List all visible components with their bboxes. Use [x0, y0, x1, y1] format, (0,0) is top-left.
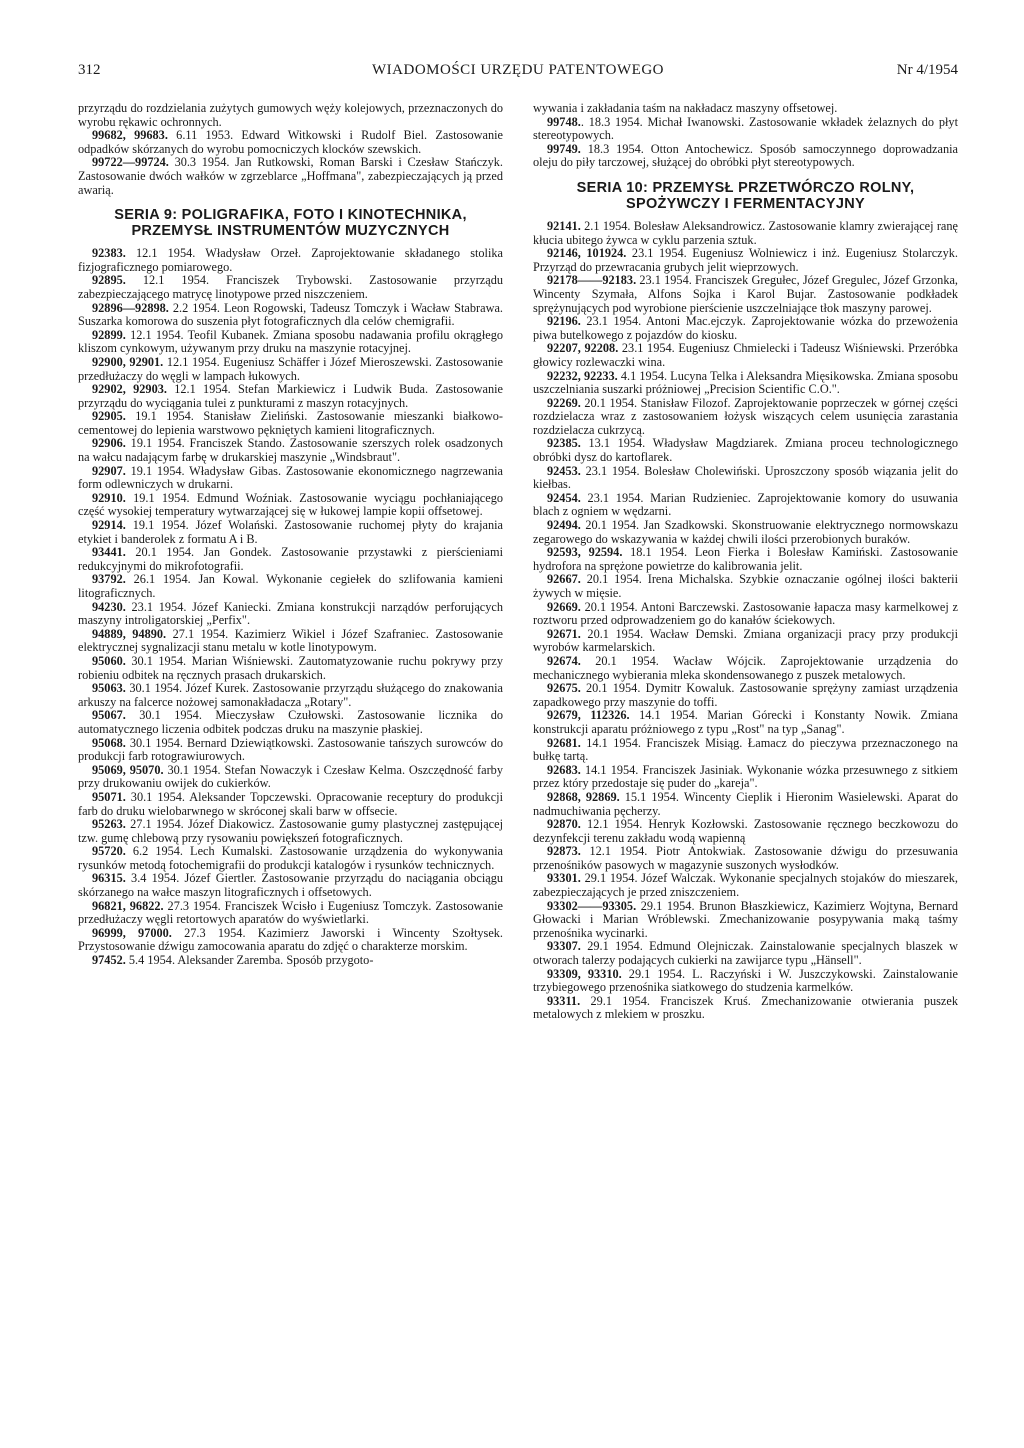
patent-entry [78, 628, 503, 655]
patent-entry [78, 156, 503, 197]
patent-entry [533, 342, 958, 369]
entry-text: 12.1 1954. Franciszek Trybowski. Zastosowanie przyrządu zabezpieczającego matrycę linotypowe przed niszczeniem. [78, 273, 503, 301]
entry-text: 29.1 1954. Edmund Olejniczak. Zainstalowanie specjalnych blaszek w otworach talerzy podających cukierki na zawijarce typu „Hänsell". [533, 939, 958, 968]
entry-text: 20.1 1954. Antoni Barczewski. Zastosowanie łapacza masy karmelkowej z roztworu przed odprowadzeniem go do kanałów ściekowych. [533, 599, 958, 628]
patent-entry [533, 900, 958, 941]
entry-number: 99748. [547, 114, 581, 129]
patent-entry [78, 818, 503, 845]
entry-text: 19.1 1954. Władysław Gibas. Zastosowanie ekonomicznego nagrzewania form odlewniczych w drukarni. [78, 463, 503, 492]
entry-number: 95067. [92, 708, 126, 723]
patent-entry [78, 737, 503, 764]
entry-number: 93441. [92, 545, 126, 560]
entry-text: 30.1 1954. Bernard Dziewiątkowski. Zastosowanie tańszych surowców do produkcji farb rotograwiurowych. [78, 735, 503, 764]
entry-number: 95069, 95070. [92, 762, 164, 777]
patent-entry [78, 247, 503, 274]
entry-text: 12.1 1954. Teofil Kubanek. Zmiana sposobu nadawania profilu okrągłego kliszom cynkowym, używanym przy druku na maszynie rotacyjnej. [78, 327, 503, 356]
patent-entry [533, 845, 958, 872]
journal-page [78, 62, 958, 1022]
entry-text: 23.1 1954. Eugeniusz Chmielecki i Tadeusz Wiśniewski. Przeróbka głowicy rozlewaczki wina. [533, 341, 958, 369]
entry-text: 30.1 1954. Marian Wiśniewski. Zautomatyzowanie ruchu pokrywy przy robieniu odbitek na ręcznych prasach drukarskich. [78, 653, 503, 682]
patent-entry [78, 437, 503, 464]
entry-text: 20.1 1954. Wacław Demski. Zmiana organizacji pracy przy produkcji wyrobów karmelarskich. [533, 626, 958, 655]
patent-entry [78, 410, 503, 437]
entry-number: 92873. [547, 844, 581, 859]
patent-entry [533, 437, 958, 464]
entry-text: 20.1 1954. Jan Gondek. Zastosowanie przystawki z pierścieniami redukcyjnymi do mikrofotografii. [78, 545, 503, 573]
entry-number: 92383. [92, 246, 126, 261]
entry-number: 92895. [92, 273, 126, 288]
entry-text: 23.1 1954. Antoni Mac.ejczyk. Zaprojektowanie wózka do przewożenia piwa butelkowego z pojazdów do kiosku. [533, 314, 958, 342]
patent-entry [78, 954, 503, 968]
entry-text: 23.1 1954. Eugeniusz Wolniewicz i inż. Eugeniusz Stolarczyk. Przyrząd do przewracania grubych jelit wieprzowych. [533, 246, 958, 274]
patent-entry [78, 764, 503, 791]
entry-text: 30.1 1954. Józef Kurek. Zastosowanie przyrządu służącego do znakowania arkuszy na falcerce nożowej samonakładacza „Rotary". [78, 681, 503, 709]
entry-number: 95060. [92, 653, 126, 668]
entry-text: 19.1 1954. Stanisław Zieliński. Zastosowanie mieszanki białkowo-cementowej do lepienia warstwowo pękniętych kamieni litograficznych. [78, 409, 503, 437]
patent-entry [78, 329, 503, 356]
entry-number: 93301. [547, 871, 581, 886]
entry-number: 93302——93305. [547, 898, 637, 913]
entry-text: 13.1 1954. Władysław Magdziarek. Zmiana proceu technologicznego obróbki dysz do kartoflarek. [533, 436, 958, 465]
patent-entry [78, 356, 503, 383]
entry-number: 92907. [92, 463, 126, 478]
entry-text: 14.1 1954. Franciszek Jasiniak. Wykonanie wózka przesuwnego z sitkiem przez który przedostaje się puder do „kareja". [533, 762, 958, 791]
patent-entry [533, 370, 958, 397]
patent-entry [533, 764, 958, 791]
entry-number: 92675. [547, 681, 581, 696]
entry-number: 92905. [92, 409, 126, 424]
journal-title: WIADOMOŚCI URZĘDU PATENTOWEGO [372, 62, 664, 78]
patent-entry [533, 315, 958, 342]
entry-number: 92914. [92, 518, 126, 533]
entry-text: 18.1 1954. Leon Fierka i Bolesław Kamiński. Zastosowanie hydrofora na sprężone powietrze do kalibrowania jelit. [533, 545, 958, 573]
entry-text: 19.1 1954. Edmund Woźniak. Zastosowanie wyciągu pochłaniającego część wysokiej temperatury wytwarzającej się w łukowej lampie kopii offsetowej. [78, 490, 503, 519]
entry-text: 30.1 1954. Stefan Nowaczyk i Czesław Kelma. Oszczędność farby przy drukowaniu owijek do cukierków. [78, 762, 503, 791]
entry-number: 92669. [547, 599, 581, 614]
patent-entry [533, 492, 958, 519]
entry-text: 27.1 1954. Kazimierz Wikiel i Józef Szafraniec. Zastosowanie elektrycznej sygnalizacji stanu metalu w kotle linotypowym. [78, 626, 503, 655]
entry-number: 93311. [547, 993, 581, 1008]
entry-text: 23.1 1954. Józef Kaniecki. Zmiana konstrukcji narządów perforujących maszyny introligatorskiej „Perfix". [78, 599, 503, 628]
entry-number: 92899. [92, 327, 126, 342]
patent-entry [78, 274, 503, 301]
patent-entry [78, 492, 503, 519]
entry-number: 96315. [92, 871, 126, 886]
entry-number: 92141. [547, 218, 581, 233]
patent-entry [533, 737, 958, 764]
entry-number: 92683. [547, 762, 581, 777]
patent-entry [78, 872, 503, 899]
patent-entry [533, 682, 958, 709]
entry-text: 23.1 1954. Bolesław Cholewiński. Uproszczony sposób wiązania jelit do kiełbas. [533, 463, 958, 492]
entry-number: 99722—99724. [92, 155, 169, 170]
entry-text: 27.3 1954. Kazimierz Jaworski i Wincenty Szołtysek. Przystosowanie dźwigu zamocowania aparatu do zdjęć o charakterze morskim. [78, 925, 503, 954]
patent-entry [78, 655, 503, 682]
entry-text: 3.4 1954. Józef Giertler. Zastosowanie przyrządu do naciągania obciągu skórzanego na wałce maszyn litograficznych i offsetowych. [78, 871, 503, 900]
patent-entry [78, 927, 503, 954]
entry-text: 19.1 1954. Franciszek Stando. Zastosowanie szerszych rolek osadzonych na wałcu nadającym farbę w drukarskiej maszynie „Windsbraut". [78, 436, 503, 465]
entry-text: 12.1 1954. Henryk Kozłowski. Zastosowanie ręcznego beczkowozu do dezynfekcji terenu zakładu wodą wapienną [533, 817, 958, 845]
entry-number: 92674. [547, 653, 581, 668]
patent-entry [533, 940, 958, 967]
entry-text: 6.2 1954. Lech Kumalski. Zastosowanie urządzenia do wykonywania rysunków metodą fotochemigrafii do produkcji katalogów i rysunków technicznych. [78, 844, 503, 872]
entry-number: 92269. [547, 395, 581, 410]
patent-entry [78, 519, 503, 546]
entry-number: 92146, 101924. [547, 246, 627, 261]
entry-number: 92868, 92869. [547, 789, 620, 804]
entry-number: 99682, 99683. [92, 128, 168, 143]
patent-entry [533, 546, 958, 573]
entry-number: 92910. [92, 490, 126, 505]
entry-number: 92671. [547, 626, 581, 641]
continued-entry [78, 102, 503, 129]
patent-entry [78, 383, 503, 410]
patent-entry [533, 872, 958, 899]
patent-entry [533, 116, 958, 143]
entry-number: 92906. [92, 436, 126, 451]
entry-number: 92454. [547, 490, 581, 505]
entry-number: 92870. [547, 817, 581, 832]
entry-number: 99749. [547, 141, 581, 156]
entry-text: 20.1 1954. Stanisław Filozof. Zaprojektowanie poprzeczek w górnej części rozdzielacza wraz z zastosowaniem łożysk wiszących celem usunięcia zarastania rozdzielacza cukrzycą. [533, 395, 958, 437]
entry-number: 92593, 92594. [547, 545, 623, 560]
entry-number: 93309, 93310. [547, 966, 622, 981]
entry-number: 92494. [547, 518, 581, 533]
entry-number: 94230. [92, 599, 126, 614]
entry-text: 30.3 1954. Jan Rutkowski, Roman Barski i Czesław Stańczyk. Zastosowanie dwóch wałków w zgrzeblarce „Hoffmana", zabezpieczających ją przed awarią. [78, 155, 503, 197]
entry-number: 95720. [92, 844, 126, 859]
section-heading: SERIA 9: POLIGRAFIKA, FOTO I KINOTECHNIKA, PRZEMYSŁ INSTRUMENTÓW MUZYCZNYCH [114, 207, 467, 240]
patent-entry [78, 573, 503, 600]
entry-number: 92679, 112326. [547, 708, 630, 723]
entry-number: 92681. [547, 735, 581, 750]
patent-entry [78, 465, 503, 492]
entry-text: 20.1 1954. Dymitr Kowaluk. Zastosowanie sprężyny zamiast urządzenia zapadkowego przy maszynie do toffi. [533, 681, 958, 709]
patent-entry [533, 397, 958, 438]
patent-entry [533, 791, 958, 818]
entry-text: 27.1 1954. Józef Diakowicz. Zastosowanie gumy plastycznej zastępującej tzw. gumę chlebową przy rysowaniu powiększeń fotograficznych. [78, 817, 503, 845]
entry-text: 6.11 1953. Edward Witkowski i Rudolf Biel. Zastosowanie odpadków skórzanych do wyrobu pomocniczych klocków szewskich. [78, 128, 503, 156]
patent-entry [78, 129, 503, 156]
entry-text: 15.1 1954. Wincenty Cieplik i Hieronim Wasielewski. Aparat do nadmuchiwania pęcherzy. [533, 789, 958, 818]
patent-entry [533, 709, 958, 736]
entry-text: 23.1 1954. Franciszek Gregułec, Józef Gregulec, Józef Grzonka, Wincenty Szymała, Alfons Sojka i Karol Bujar. Zastosowanie podkładek sprężynujących pod wyrobione pierścienie uszczelniające tłok maszyny parowej. [533, 273, 958, 315]
entry-number: 92385. [547, 436, 581, 451]
entry-number: 92896—92898. [92, 300, 169, 315]
patent-entry [533, 519, 958, 546]
entry-number: 95071. [92, 789, 126, 804]
entry-text: 29.1 1954. L. Raczyński i W. Juszczykowski. Zainstalowanie trzybiegowego przenośnika siatkowego do studzenia karmelków. [533, 966, 958, 995]
patent-entry [78, 302, 503, 329]
entry-number: 93307. [547, 939, 581, 954]
patent-entry [533, 573, 958, 600]
patent-entry [533, 628, 958, 655]
entry-text: 2.2 1954. Leon Rogowski, Tadeusz Tomczyk i Wacław Stabrawa. Suszarka komorowa do suszenia płyt fotograficznych dla celów chemigrafii. [78, 300, 503, 329]
entry-number: 92207, 92208. [547, 341, 619, 356]
patent-entry [533, 818, 958, 845]
entry-number: 92667. [547, 572, 581, 587]
entry-text: 29.1 1954. Józef Walczak. Wykonanie specjalnych stojaków do mieszarek, zabezpieczających je przed zniszczeniem. [533, 871, 958, 900]
entry-text: 20.1 1954. Jan Szadkowski. Skonstruowanie elektrycznego normowskazu zegarowego do wskazywania w każdej chwili ilości przerobionych buraków. [533, 518, 958, 546]
patent-entry [533, 655, 958, 682]
issue-number: Nr 4/1954 [896, 62, 958, 78]
entry-text: . 18.3 1954. Michał Iwanowski. Zastosowanie wkładek żelaznych do płyt stereotypowych. [533, 114, 958, 143]
patent-entry [533, 601, 958, 628]
entry-number: 92196. [547, 314, 581, 329]
patent-entry [78, 682, 503, 709]
page-header [78, 62, 958, 86]
patent-entry [533, 995, 958, 1022]
entry-number: 92900, 92901. [92, 354, 164, 369]
entry-text: 26.1 1954. Jan Kowal. Wykonanie cegiełek do szlifowania kamieni litograficznych. [78, 572, 503, 600]
entry-text: 12.1 1954. Władysław Orzeł. Zaprojektowanie składanego stolika fizjograficznego pomiarowego. [78, 246, 503, 274]
entry-text: przyrządu do rozdzielania zużytych gumowych węży kolejowych, przeznaczonych do wyrobu rękawic ochronnych. [78, 101, 503, 129]
entry-text: 29.1 1954. Franciszek Kruś. Zmechanizowanie otwierania puszek metalowych z mlekiem w proszku. [533, 993, 958, 1022]
entry-text: 2.1 1954. Bolesław Aleksandrowicz. Zastosowanie klamry zwierającej ranę kłucia ubitego żywca w cyklu parzenia sztuk. [533, 218, 958, 247]
entry-text: 20.1 1954. Irena Michalska. Szybkie oznaczanie ogólnej ilości bakterii żywych w mięsie. [533, 572, 958, 600]
entry-number: 97452. [92, 953, 126, 968]
entry-text: 20.1 1954. Wacław Wójcik. Zaprojektowanie urządzenia do mechanicznego wybierania mleka skondensowanego z puszek metalowych. [533, 653, 958, 682]
patent-entry [533, 220, 958, 247]
patent-entry [533, 465, 958, 492]
entry-text: 30.1 1954. Mieczysław Czułowski. Zastosowanie licznika do automatycznego liczenia odbitek podczas druku na maszynie płaskiej. [78, 708, 503, 736]
patent-entry [533, 274, 958, 315]
patent-entry [78, 900, 503, 927]
entry-text: 14.1 1954. Franciszek Misiąg. Łamacz do pieczywa przeznaczonego na bułkę tartą. [533, 735, 958, 764]
patent-entry [533, 247, 958, 274]
entry-number: 92232, 92233. [547, 368, 618, 383]
patent-entry [533, 143, 958, 170]
entry-number: 96821, 96822. [92, 898, 164, 913]
patent-entry [78, 601, 503, 628]
left-column [78, 102, 503, 968]
entry-number: 95263. [92, 817, 126, 832]
entry-text: 14.1 1954. Marian Górecki i Konstanty Nowik. Zmiana konstrukcji aparatu próżniowego z typu „Rost" na typ „Sanag". [533, 708, 958, 736]
entry-text: 23.1 1954. Marian Rudzieniec. Zaprojektowanie komory do usuwania blach z ogniem w wędzarni. [533, 490, 958, 519]
continued-entry [533, 102, 958, 116]
right-column [533, 102, 958, 1022]
entry-number: 95068. [92, 735, 126, 750]
entry-number: 93792. [92, 572, 126, 587]
entry-text: 19.1 1954. Józef Wolański. Zastosowanie ruchomej płyty do krajania etykiet i banderolek z formatu A i B. [78, 518, 503, 546]
entry-text: 5.4 1954. Aleksander Zaremba. Sposób przygoto- [125, 953, 374, 968]
entry-number: 96999, 97000. [92, 925, 172, 940]
entry-number: 92453. [547, 463, 581, 478]
patent-entry [78, 845, 503, 872]
entry-text: 4.1 1954. Lucyna Telka i Aleksandra Mięsikowska. Zmiana sposobu uszczelniania suszarki próżniowej „Precision Scientific C.O.". [533, 368, 958, 397]
patent-entry [78, 546, 503, 573]
entry-text: wywania i zakładania taśm na nakładacz maszyny offsetowej. [533, 101, 838, 115]
entry-text: 12.1 1954. Eugeniusz Schäffer i Józef Mieroszewski. Zastosowanie przedłużaczy do węgli w lampach łukowych. [78, 354, 503, 383]
entry-number: 92178——92183. [547, 273, 637, 288]
section-heading: SERIA 10: PRZEMYSŁ PRZETWÓRCZO ROLNY, SPOŻYWCZY I FERMENTACYJNY [576, 179, 915, 212]
entry-text: 29.1 1954. Brunon Błaszkiewicz, Kazimierz Wojtyna, Bernard Głowacki i Marian Wróblewski. Zmechanizowanie posypywania maką taśmy przenośnika wycinarki. [533, 898, 958, 940]
entry-text: 30.1 1954. Aleksander Topczewski. Opracowanie receptury do produkcji farb do druku wielobarwnego w skróconej skali barw w offsecie. [78, 789, 503, 818]
entry-number: 94889, 94890. [92, 626, 167, 641]
page-number: 312 [78, 62, 101, 78]
entry-text: 18.3 1954. Otton Antochewicz. Sposób samoczynnego doprowadzania oleju do piły tarczowej, służącej do obróbki płyt stereotypowych. [533, 141, 958, 170]
entry-text: 12.1 1954. Stefan Markiewicz i Ludwik Buda. Zastosowanie przyrządu do wyciągania tulei z punkturami z maszyn rotacyjnych. [78, 382, 503, 410]
entry-number: 92902, 92903. [92, 382, 167, 397]
patent-entry [533, 968, 958, 995]
entry-number: 95063. [92, 681, 126, 696]
entry-text: 12.1 1954. Piotr Antokwiak. Zastosowanie dźwigu do przesuwania przenośników pasowych w magazynie suszonych wysłodków. [533, 844, 958, 872]
patent-entry [78, 709, 503, 736]
patent-entry [78, 791, 503, 818]
entry-text: 27.3 1954. Franciszek Wcisło i Eugeniusz Tomczyk. Zastosowanie przedłużaczy węgli retortowych aparatów do wyświetlarki. [78, 898, 503, 927]
